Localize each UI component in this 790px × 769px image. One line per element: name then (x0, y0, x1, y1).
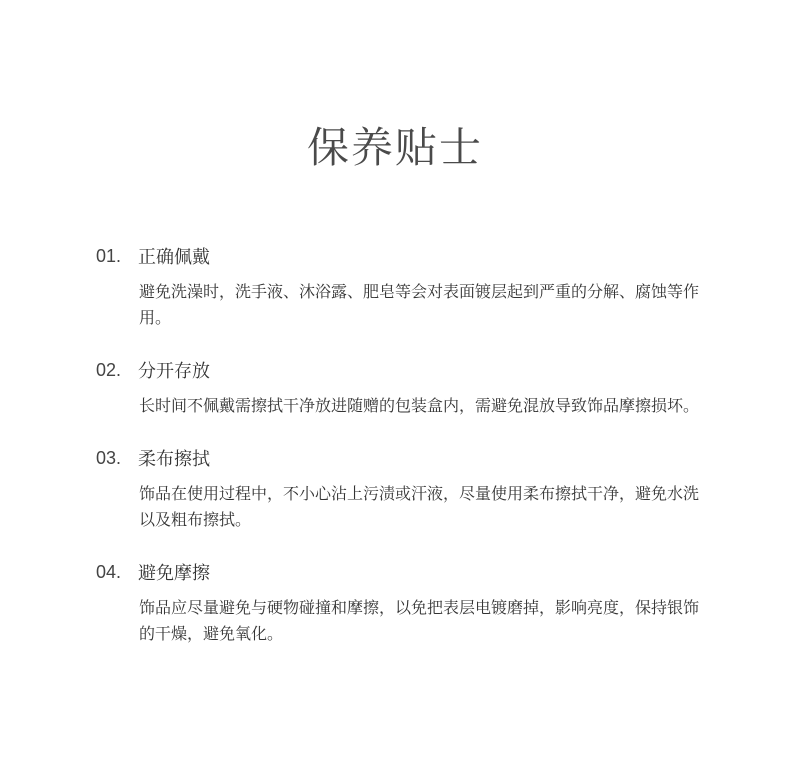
tip-body: 饰品应尽量避免与硬物碰撞和摩擦，以免把表层电镀磨掉，影响亮度，保持银饰的干燥，避免氧化。 (139, 598, 700, 643)
page-title: 保养贴士 (306, 123, 483, 172)
tip-item (96, 356, 716, 419)
tip-number: 03. (96, 447, 122, 468)
tip-number: 02. (96, 359, 122, 380)
tip-header (96, 356, 716, 384)
tip-number: 04. (96, 561, 122, 582)
tip-body: 饰品在使用过程中，不小心沾上污渍或汗液，尽量使用柔布擦拭干净，避免水洗以及粗布擦拭。 (139, 484, 700, 529)
tip-body: 避免洗澡时，洗手液、沐浴露、肥皂等会对表面镀层起到严重的分解、腐蚀等作用。 (139, 282, 700, 327)
tip-title: 避免摩擦 (138, 563, 210, 584)
tip-item (96, 242, 716, 331)
tips-list (96, 242, 716, 672)
tip-header (96, 242, 716, 270)
tip-header (96, 444, 716, 472)
tip-header (96, 558, 716, 586)
tip-body: 长时间不佩戴需擦拭干净放进随赠的包装盒内，需避免混放导致饰品摩擦损坏。 (139, 396, 700, 415)
tip-title: 柔布擦拭 (138, 449, 210, 470)
tip-number: 01. (96, 245, 122, 266)
tip-title: 分开存放 (138, 361, 210, 382)
tip-title: 正确佩戴 (138, 247, 210, 268)
tip-item (96, 558, 716, 647)
tip-item (96, 444, 716, 533)
